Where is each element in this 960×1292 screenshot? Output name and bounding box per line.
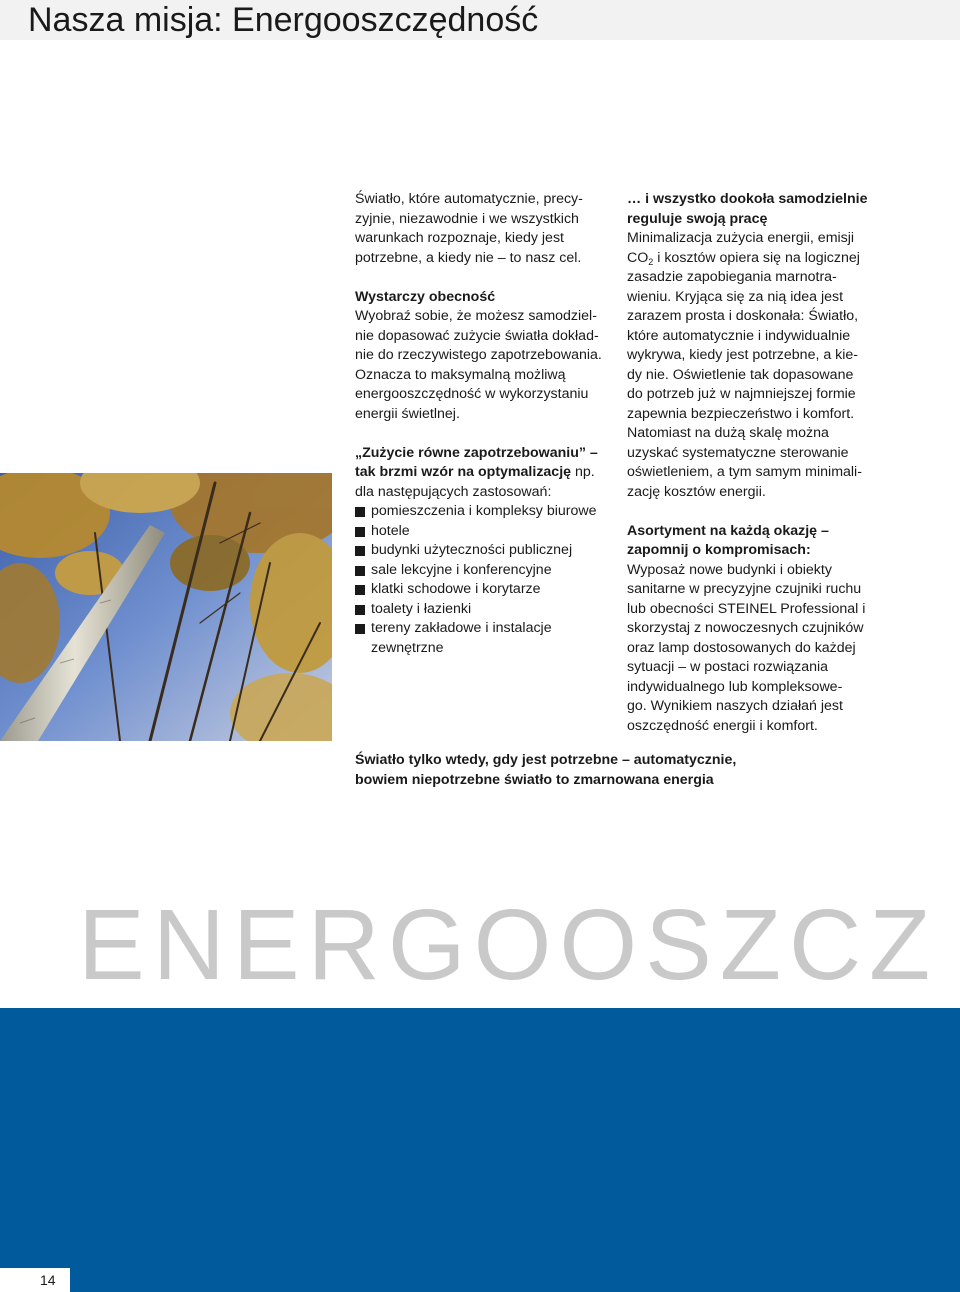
pattern-paragraph: [355, 444, 617, 483]
intro-text: Światło, które automatycznie, precy- zyjnie, niezawodnie i we wszystkich warunkach rozpoznaje, kiedy jest potrzebne, a kiedy nie – to nasz cel.: [355, 191, 583, 266]
presence-heading: Wystarczy obecność: [355, 288, 496, 305]
applications-list: [355, 502, 617, 658]
list-item: budynki użyteczności publicznej: [355, 541, 617, 561]
right-column: [627, 190, 889, 736]
decorative-big-word: ENERGOOSZCZ: [78, 890, 939, 1000]
left-column: [355, 190, 617, 658]
square-bullet-icon: [355, 527, 365, 537]
square-bullet-icon: [355, 507, 365, 517]
square-bullet-icon: [355, 585, 365, 595]
co2-formula: $CO_2$: [627, 249, 654, 267]
square-bullet-icon: [355, 605, 365, 615]
pattern-tail: np.: [571, 464, 595, 480]
regulation-heading: … i wszystko dookoła samodzielnie reguluje swoją pracę: [627, 191, 868, 227]
regulation-text-intro: Minimalizacja zużycia energii, emisji: [627, 230, 855, 246]
pattern-heading: „Zużycie równe zapotrzebowaniu” – tak brzmi wzór na optymalizację: [355, 444, 598, 480]
list-item: tereny zakładowe i instalacje zewnętrzne: [355, 619, 617, 658]
forest-photo: [0, 473, 332, 741]
square-bullet-icon: [355, 546, 365, 556]
assortment-text: Wyposaż nowe budynki i obiekty sanitarne w precyzyjne czujniki ruchu lub obecności STEINEL Professional i skorzystaj z nowoczesnych czujników oraz lamp dostosowanych do każdej sytuacji – w postaci rozwiązania indywidualnego lub kompleksowe- go. Wynikiem naszych działań jest oszczędność energii i komfort.: [627, 561, 866, 734]
list-item: toalety i łazienki: [355, 600, 617, 620]
square-bullet-icon: [355, 566, 365, 576]
list-item: sale lekcyjne i konferencyjne: [355, 561, 617, 581]
regulation-text-body: i kosztów opiera się na logicznej zasadzie zapobiegania marnotra- wieniu. Kryjąca się za nią idea jest zarazem prosta i doskonała: Światło, które automatycznie i indywidualnie wykrywa, kiedy jest potrzebne, a kie- dy nie. Oświetlenie tak dopasowane do potrzeb już w najmniejszej formie zapewnia bezpieczeństwo i komfort. Natomiast na dużą skalę można uzyskać systematyczne sterowanie oświetleniem, a tym samym minimali- zację kosztów energii.: [627, 249, 862, 500]
regulation-text: [627, 249, 889, 503]
square-bullet-icon: [355, 624, 365, 634]
list-item: hotele: [355, 522, 617, 542]
tagline: Światło tylko wtedy, gdy jest potrzebne – automatycznie, bowiem niepotrzebne światło to zmarnowana energia: [355, 752, 737, 788]
applications-intro: dla następujących zastosowań:: [355, 483, 552, 500]
list-item: klatki schodowe i korytarze: [355, 580, 617, 600]
presence-text: Wyobraź sobie, że możesz samodziel- nie dopasować zużycie światła dokład- nie do rzeczywistego zapotrzebowania. Oznacza to maksymalną możliwą energooszczędność w wykorzystaniu energii świetlnej.: [355, 308, 602, 422]
page-title: Nasza misja: Energooszczędność: [0, 0, 960, 40]
list-item: pomieszczenia i kompleksy biurowe: [355, 502, 617, 522]
blue-band: [0, 1008, 960, 1292]
assortment-heading: Asortyment na każdą okazję – zapomnij o kompromisach:: [627, 522, 829, 558]
page-number: 14: [0, 1268, 70, 1292]
